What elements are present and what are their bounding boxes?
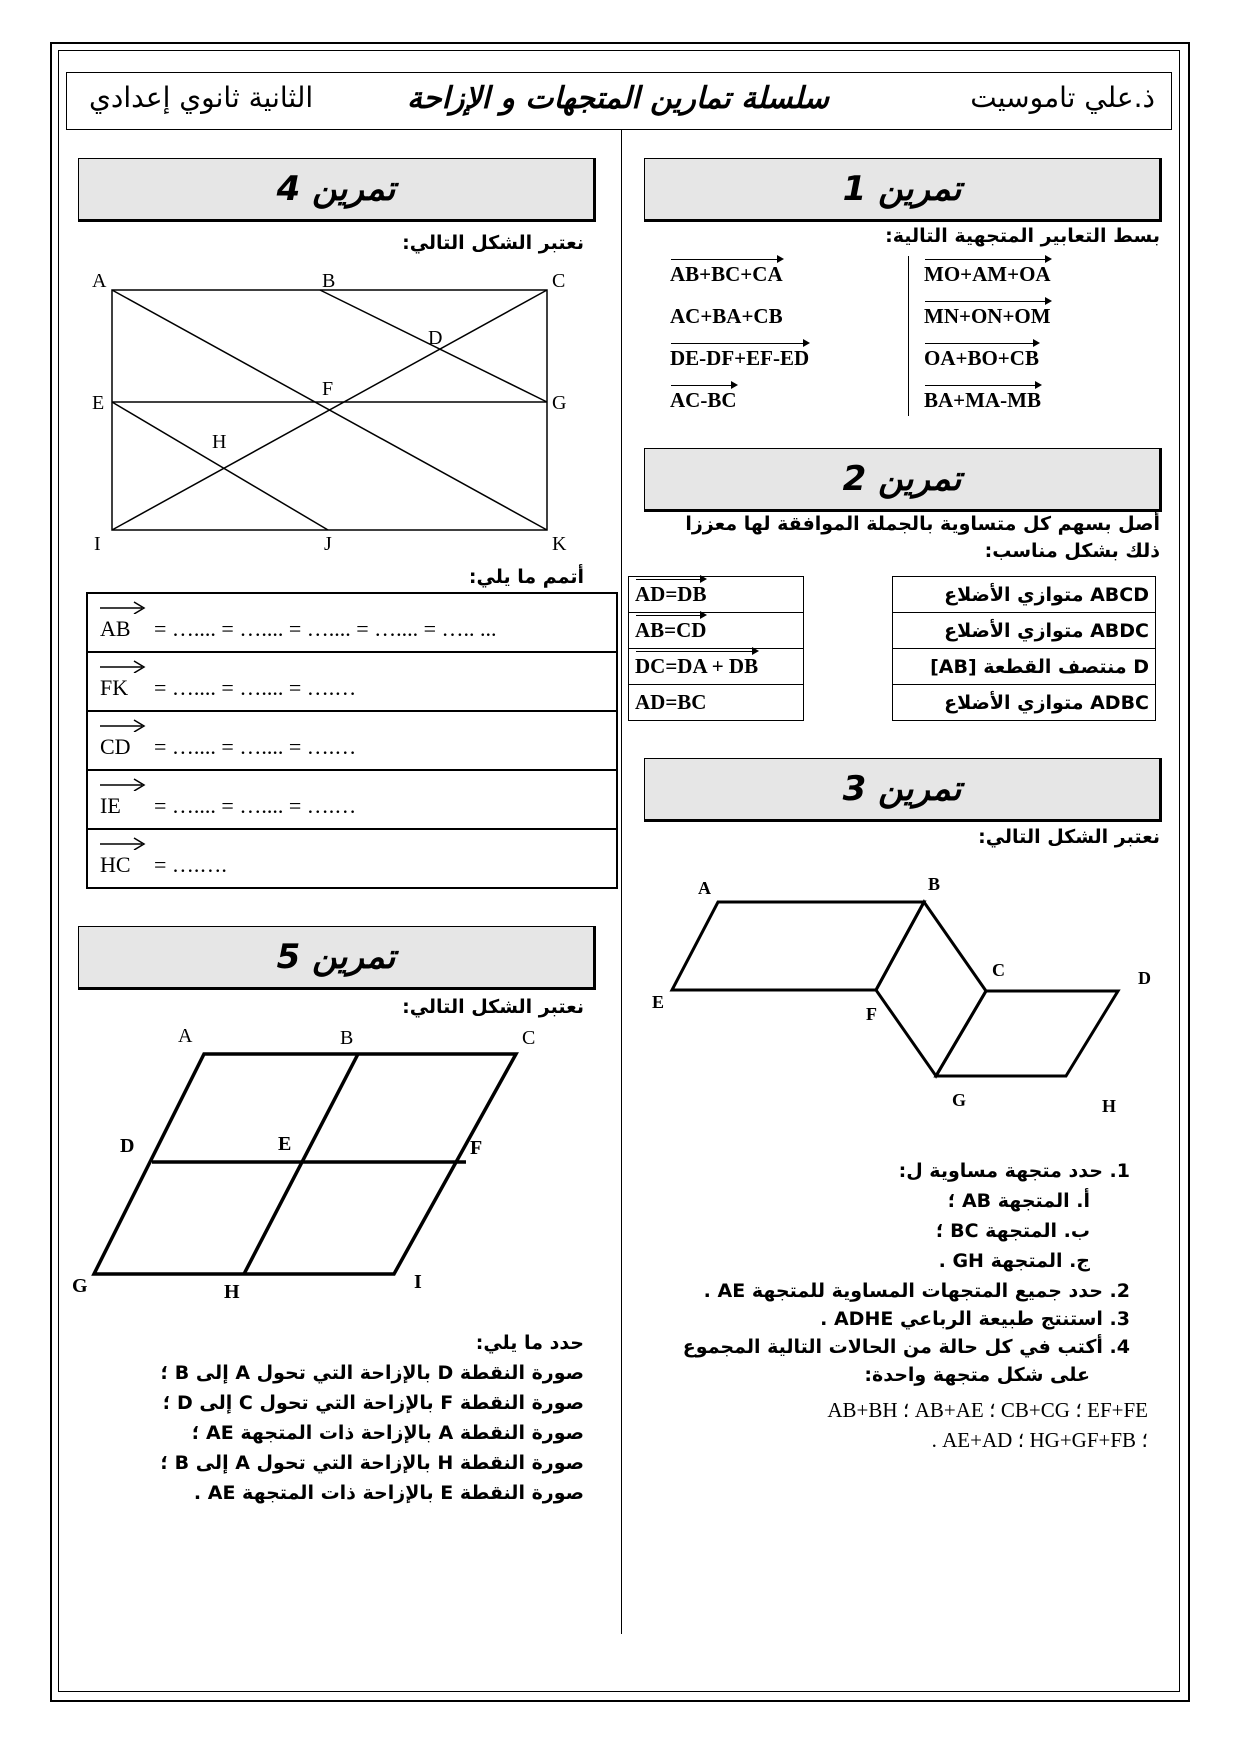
ex4-row-blanks: = ….... = ….... = ….... = ….... = ….. ... [154,616,497,641]
ex3-parallelogram-bcgf [876,902,986,1076]
ex2-instruction-2: ذلك بشكل مناسب: [984,540,1160,562]
ex5-label-a: A [178,1025,193,1047]
ex2-eq-3: DC=DA + DB [629,649,804,685]
ex4-row-cd [88,712,616,771]
ex2-stmt-3: D منتصف القطعة [AB] [893,649,1156,685]
vector-arrow-icon [98,718,146,732]
ex3-intro: نعتبر الشكل التالي: [978,826,1160,848]
vector-arrow-icon [98,777,146,791]
ex4-row-blanks: = ….... = ….... = ….… [154,793,357,818]
ex4-label-h: H [212,431,227,453]
ex3-parallelogram-abfe [672,902,924,990]
ex4-label-a: A [92,270,107,292]
ex1-expr-r2: MN+ON+OM [924,304,1051,328]
ex3-q1a: أ. المتجهة AB ؛ [947,1190,1090,1212]
ex4-label-b: B [322,270,336,292]
ex5-figure [66,1020,606,1300]
ex2-eq-1: AD=DB [629,577,804,613]
ex4-row-vector: FK [100,675,129,700]
ex2-equalities-table [628,576,804,721]
ex3-q2: 2. حدد جميع المتجهات المساوية للمتجهة AE . [703,1280,1130,1302]
ex2-eq-4: AD=BC [629,685,804,721]
ex4-row-blanks: = ….... = ….... = ….… [154,675,357,700]
ex3-q4-line2: على شكل متجهة واحدة: [864,1364,1090,1386]
ex3-label-g: G [952,1090,967,1110]
ex3-parallelogram-cdhg [936,991,1118,1076]
ex4-row-blanks: = ….... = ….... = ….… [154,734,357,759]
ex3-q1c: ج. المتجهة GH . [938,1250,1090,1272]
ex4-complete-label: أتمم ما يلي: [468,566,584,588]
ex5-label-i: I [414,1271,422,1293]
ex5-item-3: صورة النقطة A بالإزاحة ذات المتجهة AE ؛ [191,1422,584,1444]
ex4-label-i: I [94,533,101,552]
vector-arrow-icon [98,600,146,614]
ex1-expr-r3: OA+BO+CB [924,346,1039,370]
ex3-label-e: E [652,992,665,1012]
ex3-label-a: A [698,878,711,898]
ex3-label-b: B [928,874,941,894]
ex5-item-1: صورة النقطة D بالإزاحة التي تحول A إلى B ؛ [160,1362,584,1384]
ex4-figure [80,262,600,552]
vector-arrow-icon [98,836,146,850]
ex4-label-c: C [552,270,566,292]
ex4-row-hc [88,830,616,887]
ex4-intro: نعتبر الشكل التالي: [402,232,584,254]
ex5-line-bh [244,1054,358,1274]
ex4-label-k: K [552,533,567,552]
ex4-row-ie [88,771,616,830]
ex3-title: تمرين 3 [644,758,1162,822]
column-divider [621,129,622,1634]
ex1-title: تمرين 1 [644,158,1162,222]
header-bar [66,72,1172,130]
ex3-q4-line1: 4. أكتب في كل حالة من الحالات التالية المجموع [682,1336,1130,1358]
ex4-row-ab [88,594,616,653]
ex2-stmt-1: ABCD متوازي الأضلاع [893,577,1156,613]
ex5-label-h: H [224,1281,240,1300]
page-title: سلسلة تمارين المتجهات و الإزاحة [407,81,829,116]
ex4-row-vector: CD [100,734,131,759]
ex2-stmt-2: ABDC متوازي الأضلاع [893,613,1156,649]
ex3-sums-line1: EF+FE ؛ CB+CG ؛ AB+AE ؛ AB+BH [827,1398,1148,1422]
ex4-line-ej [112,402,328,530]
ex3-q3: 3. استنتج طبيعة الرباعي ADHE . [820,1308,1130,1330]
ex5-intro: نعتبر الشكل التالي: [402,996,584,1018]
ex4-row-vector: AB [100,616,131,641]
ex5-label-d: D [120,1135,135,1157]
ex1-expr-l2: AC+BA+CB [670,304,783,328]
ex5-label-g: G [72,1275,88,1297]
ex1-expr-l3: DE-DF+EF-ED [670,346,810,370]
ex4-label-g: G [552,392,567,414]
ex4-label-e: E [92,392,105,414]
ex4-row-fk [88,653,616,712]
ex3-q1b: ب. المتجهة BC ؛ [935,1220,1090,1242]
ex5-label-c: C [522,1027,536,1049]
ex2-statements-table [892,576,1156,721]
ex4-equality-box [86,592,618,889]
ex3-figure [640,860,1180,1130]
ex3-sums-line2: ؛ HG+GF+FB ؛ AE+AD . [931,1428,1148,1452]
ex1-instruction: بسط التعابير المتجهية التالية: [885,225,1160,247]
ex2-eq-2: AB=CD [629,613,804,649]
ex2-instruction-1: أصل بسهم كل متساوية بالجملة الموافقة لها معززا [685,513,1160,535]
ex3-label-f: F [866,1004,877,1024]
ex2-stmt-4: ADBC متوازي الأضلاع [893,685,1156,721]
ex5-title: تمرين 5 [78,926,596,990]
ex4-label-f: F [322,378,334,400]
ex3-label-h: H [1102,1096,1117,1116]
ex1-separator [908,256,909,416]
ex1-expr-l4: AC-BC [670,388,737,412]
ex5-item-5: صورة النقطة E بالإزاحة ذات المتجهة AE . [193,1482,584,1504]
ex5-item-4: صورة النقطة H بالإزاحة التي تحول A إلى B ؛ [160,1452,584,1474]
ex3-label-c: C [992,960,1005,980]
ex3-label-d: D [1138,968,1151,988]
ex3-q1: 1. حدد متجهة مساوية ل: [898,1160,1130,1182]
ex5-label-f: F [470,1137,483,1159]
ex4-row-blanks: = ….…. [154,852,227,877]
author-name: ذ.علي تاموسيت [970,81,1155,114]
ex5-task: حدد ما يلي: [475,1332,584,1354]
ex1-expr-r4: BA+MA-MB [924,388,1041,412]
ex5-label-b: B [340,1027,354,1049]
ex4-row-vector: IE [100,793,121,818]
ex1-expr-r1: MO+AM+OA [924,262,1051,286]
ex4-row-vector: HC [100,852,131,877]
ex5-item-2: صورة النقطة F بالإزاحة التي تحول C إلى D ؛ [162,1392,584,1414]
ex5-label-e: E [278,1133,292,1155]
grade-level: الثانية ثانوي إعدادي [89,81,314,114]
ex4-label-d: D [428,327,443,349]
ex2-title: تمرين 2 [644,448,1162,512]
vector-arrow-icon [98,659,146,673]
ex4-title: تمرين 4 [78,158,596,222]
ex4-label-j: J [324,533,332,552]
ex1-expr-l1: AB+BC+CA [670,262,783,286]
ex5-parallelogram-agi [94,1054,516,1274]
